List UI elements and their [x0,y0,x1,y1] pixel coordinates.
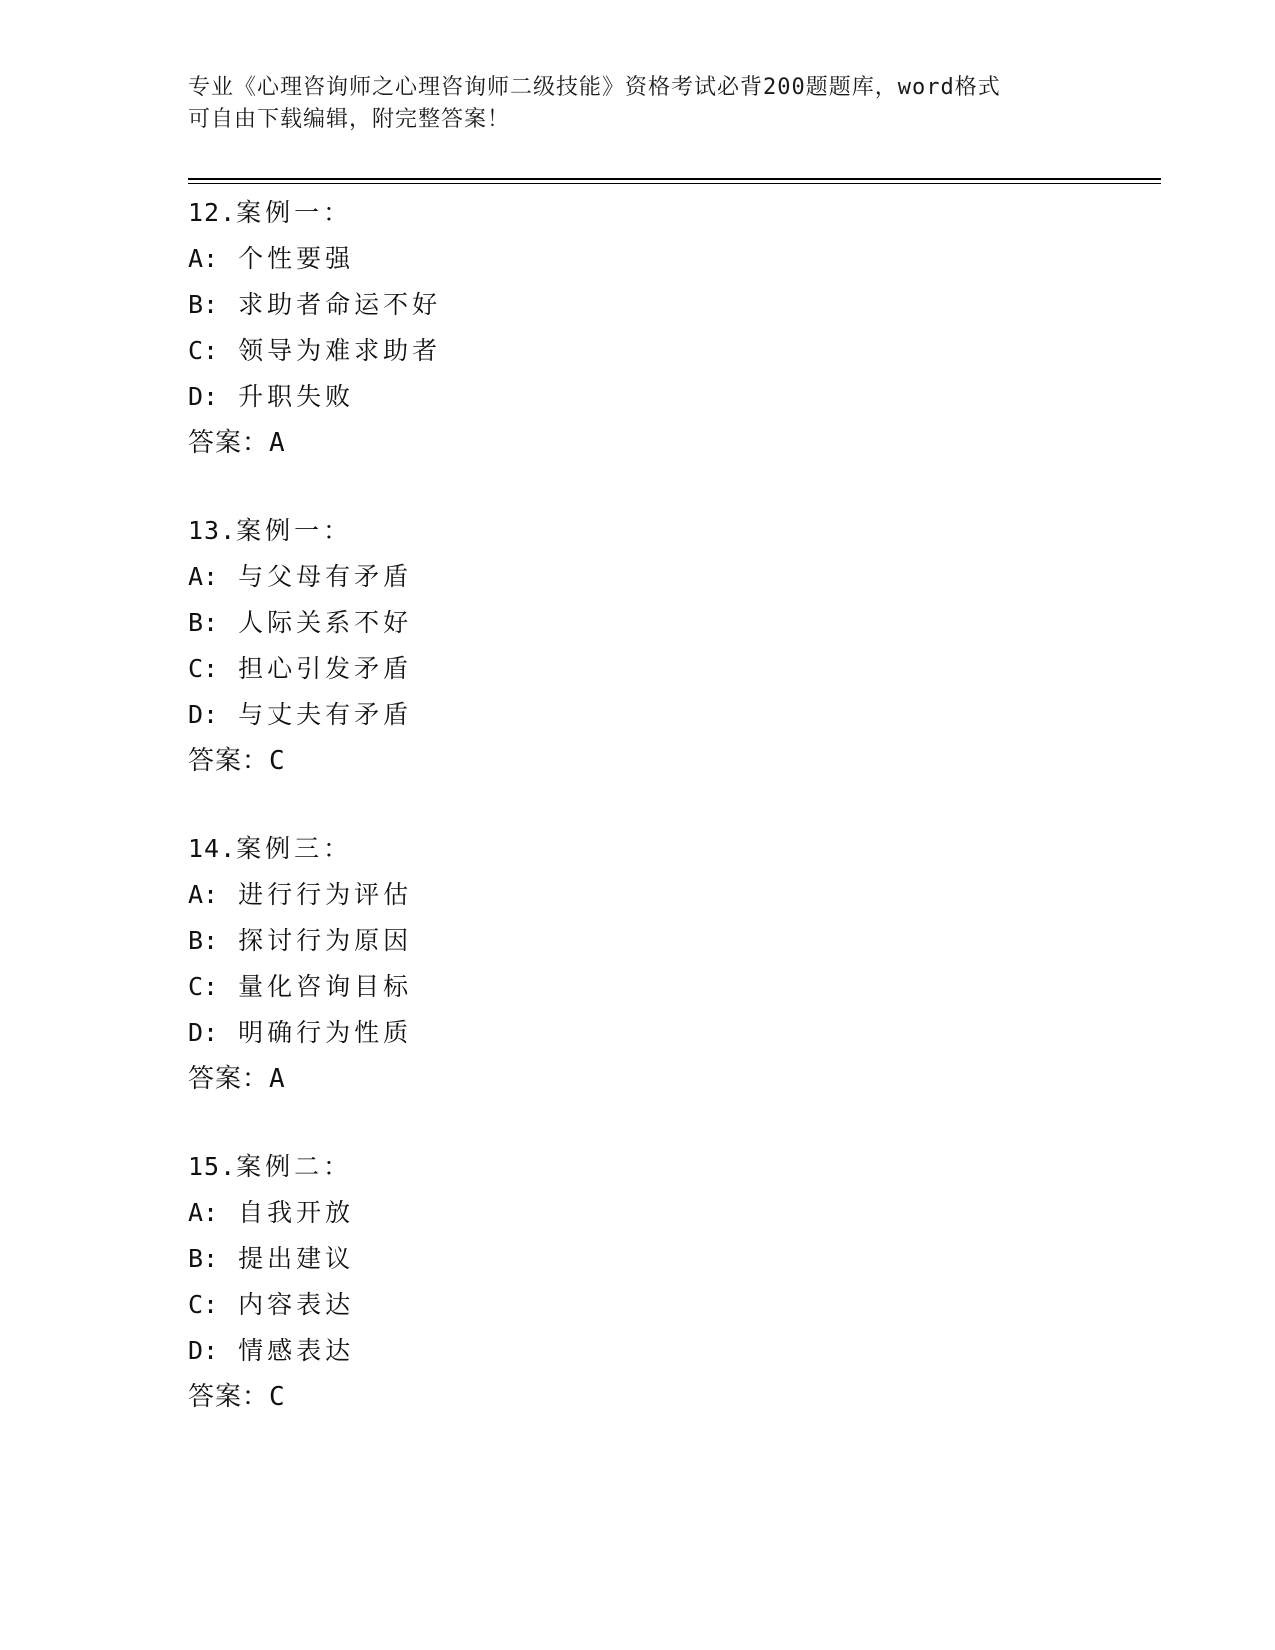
option-text: 探讨行为原因 [238,926,413,955]
option-letter: B: [188,1244,219,1273]
option-text: 进行行为评估 [238,880,413,909]
option-letter: A: [188,880,219,909]
question-number: 14. [188,834,237,863]
option-letter: C: [188,336,219,365]
option-d [188,374,1088,420]
question-stem: 案例一： [236,198,353,227]
option-letter: A: [188,562,219,591]
question-number: 15. [188,1152,237,1181]
option-a [188,872,1088,918]
header-line-2: 可自由下载编辑，附完整答案！ [188,107,511,132]
answer-label: 答案： [188,1382,270,1412]
option-text: 明确行为性质 [238,1018,413,1047]
option-letter: A: [188,244,219,273]
option-b [188,600,1088,646]
option-letter: D: [188,700,219,729]
answer-value: A [269,428,286,458]
option-d [188,1328,1088,1374]
option-text: 人际关系不好 [238,608,413,637]
option-letter: B: [188,926,219,955]
option-b [188,1236,1088,1282]
answer-label: 答案： [188,428,270,458]
option-d [188,1010,1088,1056]
option-a [188,554,1088,600]
question-stem: 案例三： [236,834,353,863]
question-number: 12. [188,198,237,227]
option-c [188,328,1088,374]
option-letter: D: [188,1018,219,1047]
question-12 [188,190,1088,466]
option-text: 量化咨询目标 [238,972,413,1001]
option-text: 与父母有矛盾 [238,562,413,591]
question-14 [188,826,1088,1102]
option-letter: C: [188,972,219,1001]
question-stem: 案例一： [236,516,353,545]
answer-line [188,1056,1088,1102]
option-b [188,282,1088,328]
answer-value: C [269,1382,286,1412]
option-letter: C: [188,1290,219,1319]
question-title [188,190,1088,236]
option-text: 内容表达 [238,1290,355,1319]
answer-label: 答案： [188,1064,270,1094]
option-letter: A: [188,1198,219,1227]
option-text: 提出建议 [238,1244,355,1273]
answer-value: A [269,1064,286,1094]
option-text: 情感表达 [238,1336,355,1365]
question-15 [188,1144,1088,1420]
option-letter: B: [188,608,219,637]
option-text: 担心引发矛盾 [238,654,413,683]
question-title [188,1144,1088,1190]
answer-line [188,738,1088,784]
option-letter: C: [188,654,219,683]
question-title [188,826,1088,872]
answer-line [188,1374,1088,1420]
option-c [188,1282,1088,1328]
option-letter: B: [188,290,219,319]
header-divider-thin [188,183,1161,184]
question-stem: 案例二： [236,1152,353,1181]
question-13 [188,508,1088,784]
option-c [188,964,1088,1010]
option-b [188,918,1088,964]
option-letter: D: [188,1336,219,1365]
option-a [188,1190,1088,1236]
question-list [188,190,1088,1462]
option-text: 自我开放 [238,1198,355,1227]
option-a [188,236,1088,282]
answer-value: C [269,746,286,776]
option-text: 升职失败 [238,382,355,411]
header-line-1: 专业《心理咨询师之心理咨询师二级技能》资格考试必背200题题库，word格式 [188,75,1001,100]
option-d [188,692,1088,738]
question-number: 13. [188,516,237,545]
header-divider-thick [188,178,1161,180]
document-header [188,72,1088,136]
question-title [188,508,1088,554]
option-c [188,646,1088,692]
option-letter: D: [188,382,219,411]
option-text: 个性要强 [238,244,355,273]
option-text: 领导为难求助者 [238,336,442,365]
option-text: 与丈夫有矛盾 [238,700,413,729]
answer-line [188,420,1088,466]
answer-label: 答案： [188,746,270,776]
option-text: 求助者命运不好 [238,290,442,319]
